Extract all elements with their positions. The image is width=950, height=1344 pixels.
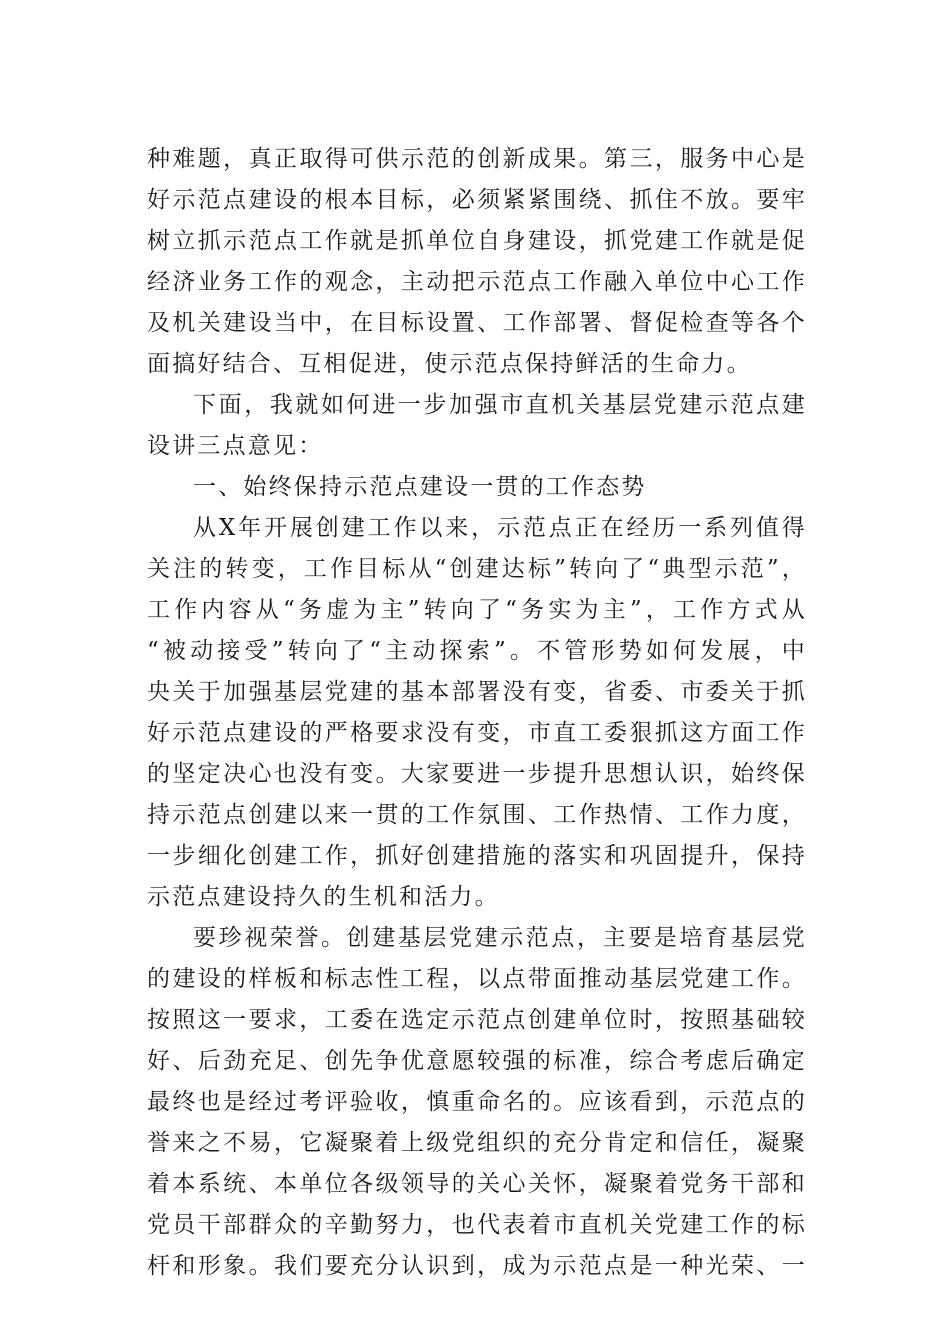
- text-line: 设讲三点意见：: [147, 433, 324, 459]
- text-line: 示范点建设持久的生机和活力。: [147, 884, 500, 910]
- text-line: 的建设的样板和标志性工程，以点带面推动基层党建工作。: [147, 966, 807, 992]
- text-line: 最终也是经过考评验收，慎重命名的。应该看到，示范点的: [147, 1089, 807, 1115]
- text-line: 按照这一要求，工委在选定示范点创建单位时，按照基础较: [147, 1007, 807, 1033]
- text-line: 党员干部群众的辛勤努力，也代表着市直机关党建工作的标: [147, 1212, 807, 1238]
- text-line: 种难题，真正取得可供示范的创新成果。第三，服务中心是: [147, 146, 807, 172]
- text-line: 好、后劲充足、创先争优意愿较强的标准，综合考虑后确定: [147, 1048, 807, 1074]
- text-line: 着本系统、本单位各级领导的关心关怀，凝聚着党务干部和: [147, 1171, 807, 1197]
- text-line: 关注的转变，工作目标从“创建达标”转向了“典型示范”，: [147, 556, 807, 582]
- text-line: 的坚定决心也没有变。大家要进一步提升思想认识，始终保: [147, 761, 807, 787]
- text-line: 央关于加强基层党建的基本部署没有变，省委、市委关于抓: [147, 679, 807, 705]
- text-line: 好示范点建设的严格要求没有变，市直工委狠抓这方面工作: [147, 720, 807, 746]
- text-line: 要珍视荣誉。创建基层党建示范点，主要是培育基层党: [193, 925, 807, 951]
- text-line: 及机关建设当中，在目标设置、工作部署、督促检查等各个: [147, 310, 807, 336]
- text-line: 一步细化创建工作，抓好创建措施的落实和巩固提升，保持: [147, 843, 807, 869]
- text-line: 从X年开展创建工作以来，示范点正在经历一系列值得: [193, 515, 807, 541]
- text-line: 树立抓示范点工作就是抓单位自身建设，抓党建工作就是促: [147, 228, 807, 254]
- text-line: 工作内容从“务虚为主”转向了“务实为主”，工作方式从: [147, 597, 807, 623]
- text-line: 好示范点建设的根本目标，必须紧紧围绕、抓住不放。要牢: [147, 187, 807, 213]
- text-line: 誉来之不易，它凝聚着上级党组织的充分肯定和信任，凝聚: [147, 1130, 807, 1156]
- text-line: 一、始终保持示范点建设一贯的工作态势: [193, 474, 647, 500]
- text-line: 持示范点创建以来一贯的工作氛围、工作热情、工作力度，: [147, 802, 807, 828]
- text-line: 面搞好结合、互相促进，使示范点保持鲜活的生命力。: [147, 351, 752, 377]
- body-text: [147, 139, 807, 1287]
- text-line: 下面，我就如何进一步加强市直机关基层党建示范点建: [193, 392, 807, 418]
- text-line: 杆和形象。我们要充分认识到，成为示范点是一种光荣、一: [147, 1253, 807, 1279]
- text-line: 经济业务工作的观念，主动把示范点工作融入单位中心工作: [147, 269, 807, 295]
- text-line: “被动接受”转向了“主动探索”。不管形势如何发展，中: [147, 638, 807, 664]
